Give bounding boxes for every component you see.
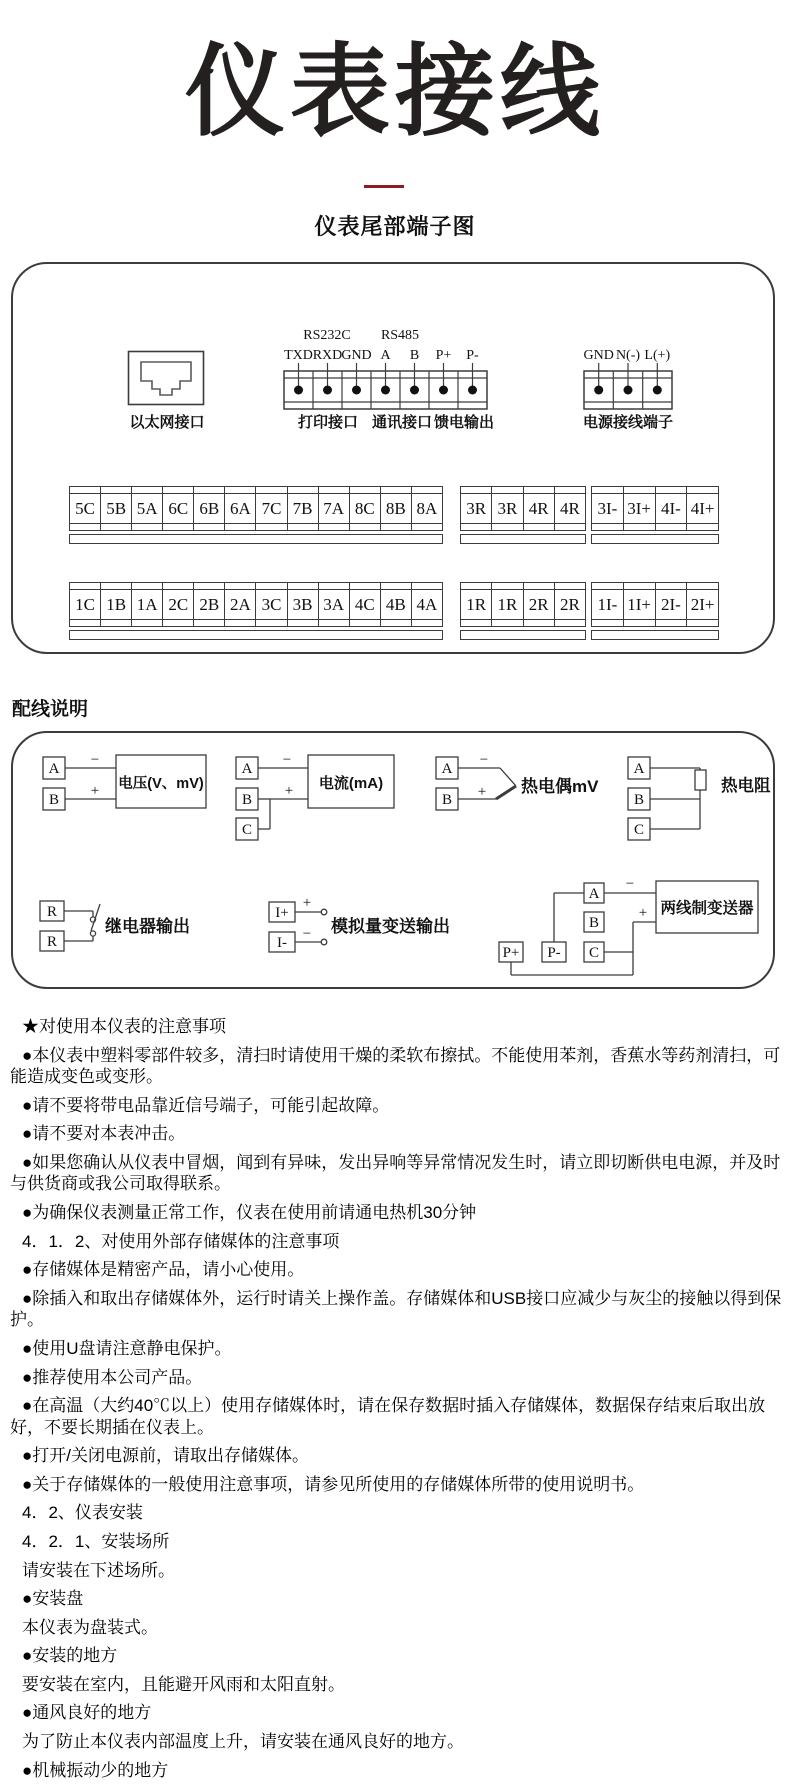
section-title-terminal-diagram: 仪表尾部端子图 xyxy=(314,214,476,239)
note-paragraph: ●请不要将带电品靠近信号端子，可能引起故障。 xyxy=(22,1095,390,1115)
rtd-label: 热电阻 xyxy=(721,777,771,795)
terminal-cell: 4I- xyxy=(656,487,688,530)
terminal-cell: 4B xyxy=(381,583,412,626)
terminal-block-row1-right xyxy=(591,486,719,531)
rs232c-label: RS232C xyxy=(303,328,351,343)
note-paragraph: ●关于存储媒体的一般使用注意事项，请参见所使用的存储媒体所带的使用说明书。 xyxy=(22,1474,645,1494)
terminal-cell: 4R xyxy=(559,498,580,518)
terminal-dots xyxy=(294,386,477,395)
note-paragraph: ●除插入和取出存储媒体外，运行时请关上操作盖。存储媒体和USB接口应减少与灰尘的接触以得到保护。 xyxy=(10,1288,782,1330)
terminal-block-row2-left xyxy=(69,582,443,627)
terminal-cell: 2C xyxy=(163,583,194,626)
terminal-letter: R xyxy=(46,934,58,950)
terminal-cell: 2A xyxy=(225,583,256,626)
transmitter-diagram xyxy=(499,881,758,975)
terminal-block-row2-right xyxy=(591,582,719,627)
polarity-mark: − xyxy=(282,752,292,768)
terminal-cell: 7C xyxy=(256,487,287,530)
rj45-shape xyxy=(141,362,191,395)
terminal-cell: 3I+ xyxy=(624,487,656,530)
terminal-block-row1-left xyxy=(69,486,443,531)
terminal-letter: B xyxy=(441,792,453,808)
terminal-cell: 2I+ xyxy=(690,594,715,614)
terminal-cell: 4R xyxy=(524,487,555,530)
terminal-cell: 5C xyxy=(70,487,101,530)
notes-section xyxy=(10,1016,784,1788)
terminal-cell: 5A xyxy=(132,487,163,530)
note-paragraph: ●打开/关闭电源前，请取出存储媒体。 xyxy=(22,1446,309,1466)
terminal-letter: A xyxy=(633,761,645,777)
title-underline xyxy=(364,185,404,188)
terminal-letter: A xyxy=(241,761,253,777)
wiring-diagrams xyxy=(13,733,773,987)
terminal-cell: 3B xyxy=(288,583,319,626)
page-title: 仪表接线 xyxy=(185,36,605,148)
thermocouple-junction-icon xyxy=(496,786,516,799)
note-paragraph: ●为确保仪表测量正常工作，仪表在使用前请通电热机30分钟 xyxy=(22,1203,477,1223)
terminal-letter: A xyxy=(441,761,453,777)
terminal-letter: B xyxy=(241,792,253,808)
terminal-cell: 8A xyxy=(416,498,438,518)
terminal-cell: 1C xyxy=(70,583,101,626)
terminal-cell: 3A xyxy=(319,583,350,626)
terminal-rail xyxy=(69,534,443,544)
pin-label-power-l: L(+) xyxy=(644,348,671,363)
terminal-letter: P- xyxy=(547,945,561,961)
note-paragraph: 4．2．1、安装场所 xyxy=(22,1531,170,1551)
terminal-cell: 6C xyxy=(163,487,194,530)
terminal-cell: 5B xyxy=(101,487,132,530)
terminal-letter: P+ xyxy=(502,945,520,961)
terminal-cell: 6B xyxy=(194,487,225,530)
note-paragraph: ●在高温（大约40℃以上）使用存储媒体时，请在保存数据时插入存储媒体，数据保存结束后取出放好，不要长期插在仪表上。 xyxy=(10,1396,766,1437)
power-terminal-strip xyxy=(576,321,681,413)
pin-label-power-n: N(-) xyxy=(615,348,641,363)
terminal-letter: B xyxy=(588,915,600,931)
note-paragraph: ●请不要对本表冲击。 xyxy=(22,1124,186,1144)
terminal-cell: 3R xyxy=(461,487,492,530)
polarity-mark: + xyxy=(90,783,100,799)
note-paragraph: ●使用U盘请注意静电保护。 xyxy=(22,1338,232,1358)
feed-output-caption: 馈电输出 xyxy=(433,414,494,431)
polarity-mark: + xyxy=(638,905,648,921)
pin-label-rxd: RXD xyxy=(312,348,343,363)
pin-label-txd: TXD xyxy=(284,348,313,363)
terminal-letter: R xyxy=(46,904,58,920)
terminal-block-row1-mid xyxy=(460,486,586,531)
polarity-mark: + xyxy=(302,895,312,911)
terminal-cell: 1B xyxy=(101,583,132,626)
terminal-letter: C xyxy=(588,945,600,961)
note-paragraph: 请安装在下述场所。 xyxy=(22,1560,175,1580)
note-paragraph: ●存储媒体是精密产品，请小心使用。 xyxy=(22,1260,305,1280)
resistor-icon xyxy=(695,770,706,790)
terminal-cell: 2I- xyxy=(656,583,688,626)
terminal-cell: 6A xyxy=(225,487,256,530)
terminal-cell: 7A xyxy=(319,487,350,530)
polarity-mark: + xyxy=(477,784,487,800)
polarity-mark: − xyxy=(302,926,312,942)
terminal-cell: 3I- xyxy=(592,487,624,530)
note-paragraph: ●如果您确认从仪表中冒烟，闻到有异味，发出异响等异常情况发生时，请立即切断供电电源，并及时与供货商或我公司取得联系。 xyxy=(10,1152,781,1194)
terminal-block-row2-mid xyxy=(460,582,586,627)
terminal-cell: 2B xyxy=(194,583,225,626)
note-paragraph: ★对使用本仪表的注意事项 xyxy=(22,1017,226,1036)
voltage-label: 电压(V、mV) xyxy=(118,776,204,792)
pin-label-gnd: GND xyxy=(341,348,372,363)
polarity-mark: − xyxy=(479,752,489,768)
terminal-letter: I- xyxy=(277,935,287,951)
note-paragraph: 4．1．2、对使用外部存储媒体的注意事项 xyxy=(22,1231,340,1251)
note-paragraph: ●机械振动少的地方 xyxy=(22,1760,169,1780)
terminal-rail xyxy=(591,534,719,544)
power-caption: 电源接线端子 xyxy=(582,414,673,431)
note-paragraph: ●安装的地方 xyxy=(22,1646,118,1666)
terminal-cell: 8C xyxy=(350,487,381,530)
pin-label-power-gnd: GND xyxy=(583,348,614,363)
note-paragraph: 要安装在室内，且能避开风雨和太阳直射。 xyxy=(22,1674,345,1694)
ethernet-port-icon xyxy=(127,350,205,406)
terminal-letter: B xyxy=(633,792,645,808)
terminal-letter: C xyxy=(241,822,253,838)
terminal-cell: 3R xyxy=(492,487,523,530)
polarity-mark: − xyxy=(90,752,100,768)
terminal-cell: 4A xyxy=(416,594,438,614)
terminal-cell: 4C xyxy=(350,583,381,626)
terminal-rail xyxy=(460,630,586,640)
print-port-caption: 打印接口 xyxy=(297,414,358,431)
note-paragraph: 4．2、仪表安装 xyxy=(22,1503,143,1523)
terminal-cell: 1R xyxy=(461,583,492,626)
terminal-cell: 2R xyxy=(524,583,555,626)
terminal-rail xyxy=(69,630,443,640)
comm-port-caption: 通讯接口 xyxy=(371,414,432,431)
terminal-cell: 3C xyxy=(256,583,287,626)
note-paragraph: ●安装盘 xyxy=(22,1589,84,1609)
current-label: 电流(mA) xyxy=(318,775,384,792)
terminal-dots xyxy=(594,386,662,395)
terminal-letter: B xyxy=(48,792,60,808)
note-paragraph: ●通风良好的地方 xyxy=(22,1703,152,1723)
transmitter-label: 两线制变送器 xyxy=(660,900,754,917)
note-paragraph: ●推荐使用本公司产品。 xyxy=(22,1367,203,1387)
terminal-cell: 1I- xyxy=(592,583,624,626)
terminal-cell: 4I+ xyxy=(690,498,715,518)
terminal-letter: A xyxy=(48,761,60,777)
analog-label: 模拟量变送输出 xyxy=(331,917,450,936)
terminal-rail xyxy=(460,534,586,544)
pin-label-b: B xyxy=(409,348,420,363)
thermocouple-label: 热电偶mV xyxy=(521,777,599,796)
ethernet-caption: 以太网接口 xyxy=(129,414,205,431)
terminal-letter: A xyxy=(588,886,600,902)
comm-terminal-strip xyxy=(278,321,493,413)
terminal-cell: 1A xyxy=(132,583,163,626)
note-paragraph: 本仪表为盘装式。 xyxy=(22,1617,158,1637)
polarity-mark: + xyxy=(284,783,294,799)
current-input-diagram xyxy=(236,755,394,840)
terminal-letter: C xyxy=(633,822,645,838)
terminal-cell: 7B xyxy=(288,487,319,530)
switch-contact xyxy=(90,931,95,936)
terminal-diagram-panel xyxy=(11,262,775,654)
terminal-rail xyxy=(591,630,719,640)
pin-label-pplus: P+ xyxy=(435,348,452,363)
note-paragraph: ●本仪表中塑料零部件较多，清扫时请使用干燥的柔软布擦拭。不能使用苯剂，香蕉水等药剂清扫，可能造成变色或变形。 xyxy=(10,1045,781,1087)
terminal-cell: 8B xyxy=(381,487,412,530)
section-title-wiring: 配线说明 xyxy=(12,699,89,720)
relay-label: 继电器输出 xyxy=(105,917,190,936)
terminal-cell: 1I+ xyxy=(624,583,656,626)
terminal-letter: I+ xyxy=(275,905,289,921)
terminal-cell: 1R xyxy=(492,583,523,626)
pin-label-pminus: P- xyxy=(466,348,479,363)
note-paragraph: 为了防止本仪表内部温度上升，请安装在通风良好的地方。 xyxy=(22,1732,464,1752)
wiring-diagram-panel xyxy=(11,731,775,989)
terminal-cell: 2R xyxy=(559,594,580,614)
polarity-mark: − xyxy=(625,876,635,892)
pin-label-a: A xyxy=(380,348,391,363)
rs485-label: RS485 xyxy=(380,328,420,343)
